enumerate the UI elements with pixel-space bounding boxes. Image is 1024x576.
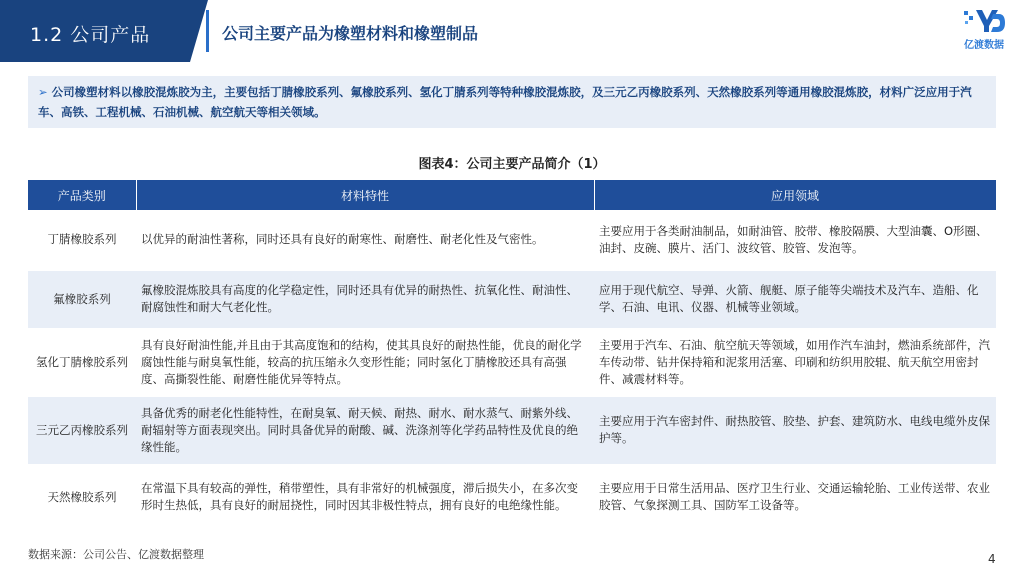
row-category: 丁腈橡胶系列 [28,210,136,270]
intro-box [28,76,996,128]
column-header-category: 产品类别 [28,180,136,210]
row-property: 氟橡胶混炼胶具有高度的化学稳定性，同时还具有优异的耐热性、抗氧化性、耐油性、耐腐蚀性和耐大气老化性。 [136,270,594,328]
row-application: 主要应用于各类耐油制品，如耐油管、胶带、橡胶隔膜、大型油囊、O形圈、油封、皮碗、膜片、活门、波纹管、胶管、发泡等。 [594,210,996,270]
row-category: 三元乙丙橡胶系列 [28,396,136,464]
data-source-note: 数据来源：公司公告、亿渡数据整理 [28,548,204,561]
column-header-property: 材料特性 [136,180,594,210]
row-category: 氢化丁腈橡胶系列 [28,328,136,396]
header [0,0,1024,62]
arrow-bullet-icon: ➢ [38,85,48,99]
table-row [28,464,996,530]
table-row [28,270,996,328]
table-row [28,210,996,270]
logo-mark-icon [962,8,1006,34]
logo-text: 亿渡数据 [964,40,1004,51]
row-property: 在常温下具有较高的弹性，稍带塑性，具有非常好的机械强度，滞后损失小，在多次变形时生热低，具有良好的耐屈挠性，同时因其非极性特点，拥有良好的电绝缘性能。 [136,464,594,530]
row-property: 具备优秀的耐老化性能特性，在耐臭氧、耐天候、耐热、耐水、耐水蒸气、耐紫外线、耐辐射等方面表现突出。同时具备优异的耐酸、碱、洗涤剂等化学药品特性及优良的绝缘性能。 [136,396,594,464]
table-header-row [28,180,996,210]
page-heading: 公司主要产品为橡塑材料和橡塑制品 [222,24,479,43]
row-category: 天然橡胶系列 [28,464,136,530]
row-category: 氟橡胶系列 [28,270,136,328]
section-label-box [0,0,190,62]
product-table [28,180,997,531]
section-title: 1.2 公司产品 [30,24,151,46]
row-application: 应用于现代航空、导弹、火箭、舰艇、原子能等尖端技术及汽车、造船、化学、石油、电讯、仪器、机械等业领域。 [594,270,996,328]
header-accent-bar [206,10,209,52]
column-header-application: 应用领域 [594,180,996,210]
row-property: 具有良好耐油性能,并且由于其高度饱和的结构，使其具良好的耐热性能，优良的耐化学腐蚀性能与耐臭氧性能，较高的抗压缩永久变形性能；同时氢化丁腈橡胶还具有高强度、高撕裂性能、耐磨性能优异等特点。 [136,328,594,396]
table-row [28,328,996,396]
company-logo [950,8,1014,52]
table-row [28,396,996,464]
intro-text: 公司橡塑材料以橡胶混炼胶为主，主要包括丁腈橡胶系列、氟橡胶系列、氢化丁腈系列等特种橡胶混炼胶，及三元乙丙橡胶系列、天然橡胶系列等通用橡胶混炼胶，材料广泛应用于汽车、高铁、工程机械、石油机械、航空航天等相关领域。 [38,85,972,119]
intro-paragraph [38,82,986,122]
page-number: 4 [988,552,996,566]
row-application: 主要应用于汽车密封件、耐热胶管、胶垫、护套、建筑防水、电线电缆外皮保护等。 [594,396,996,464]
row-application: 主要应用于日常生活用品、医疗卫生行业、交通运输轮胎、工业传送带、农业胶管、气象探测工具、国防军工设备等。 [594,464,996,530]
row-property: 以优异的耐油性著称，同时还具有良好的耐寒性、耐磨性、耐老化性及气密性。 [136,210,594,270]
table-caption: 图表4：公司主要产品简介（1） [418,157,606,172]
row-application: 主要用于汽车、石油、航空航天等领域，如用作汽车油封，燃油系统部件，汽车传动带、钻井保持箱和泥浆用活塞、印刷和纺织用胶辊、航天航空用密封件、减震材料等。 [594,328,996,396]
